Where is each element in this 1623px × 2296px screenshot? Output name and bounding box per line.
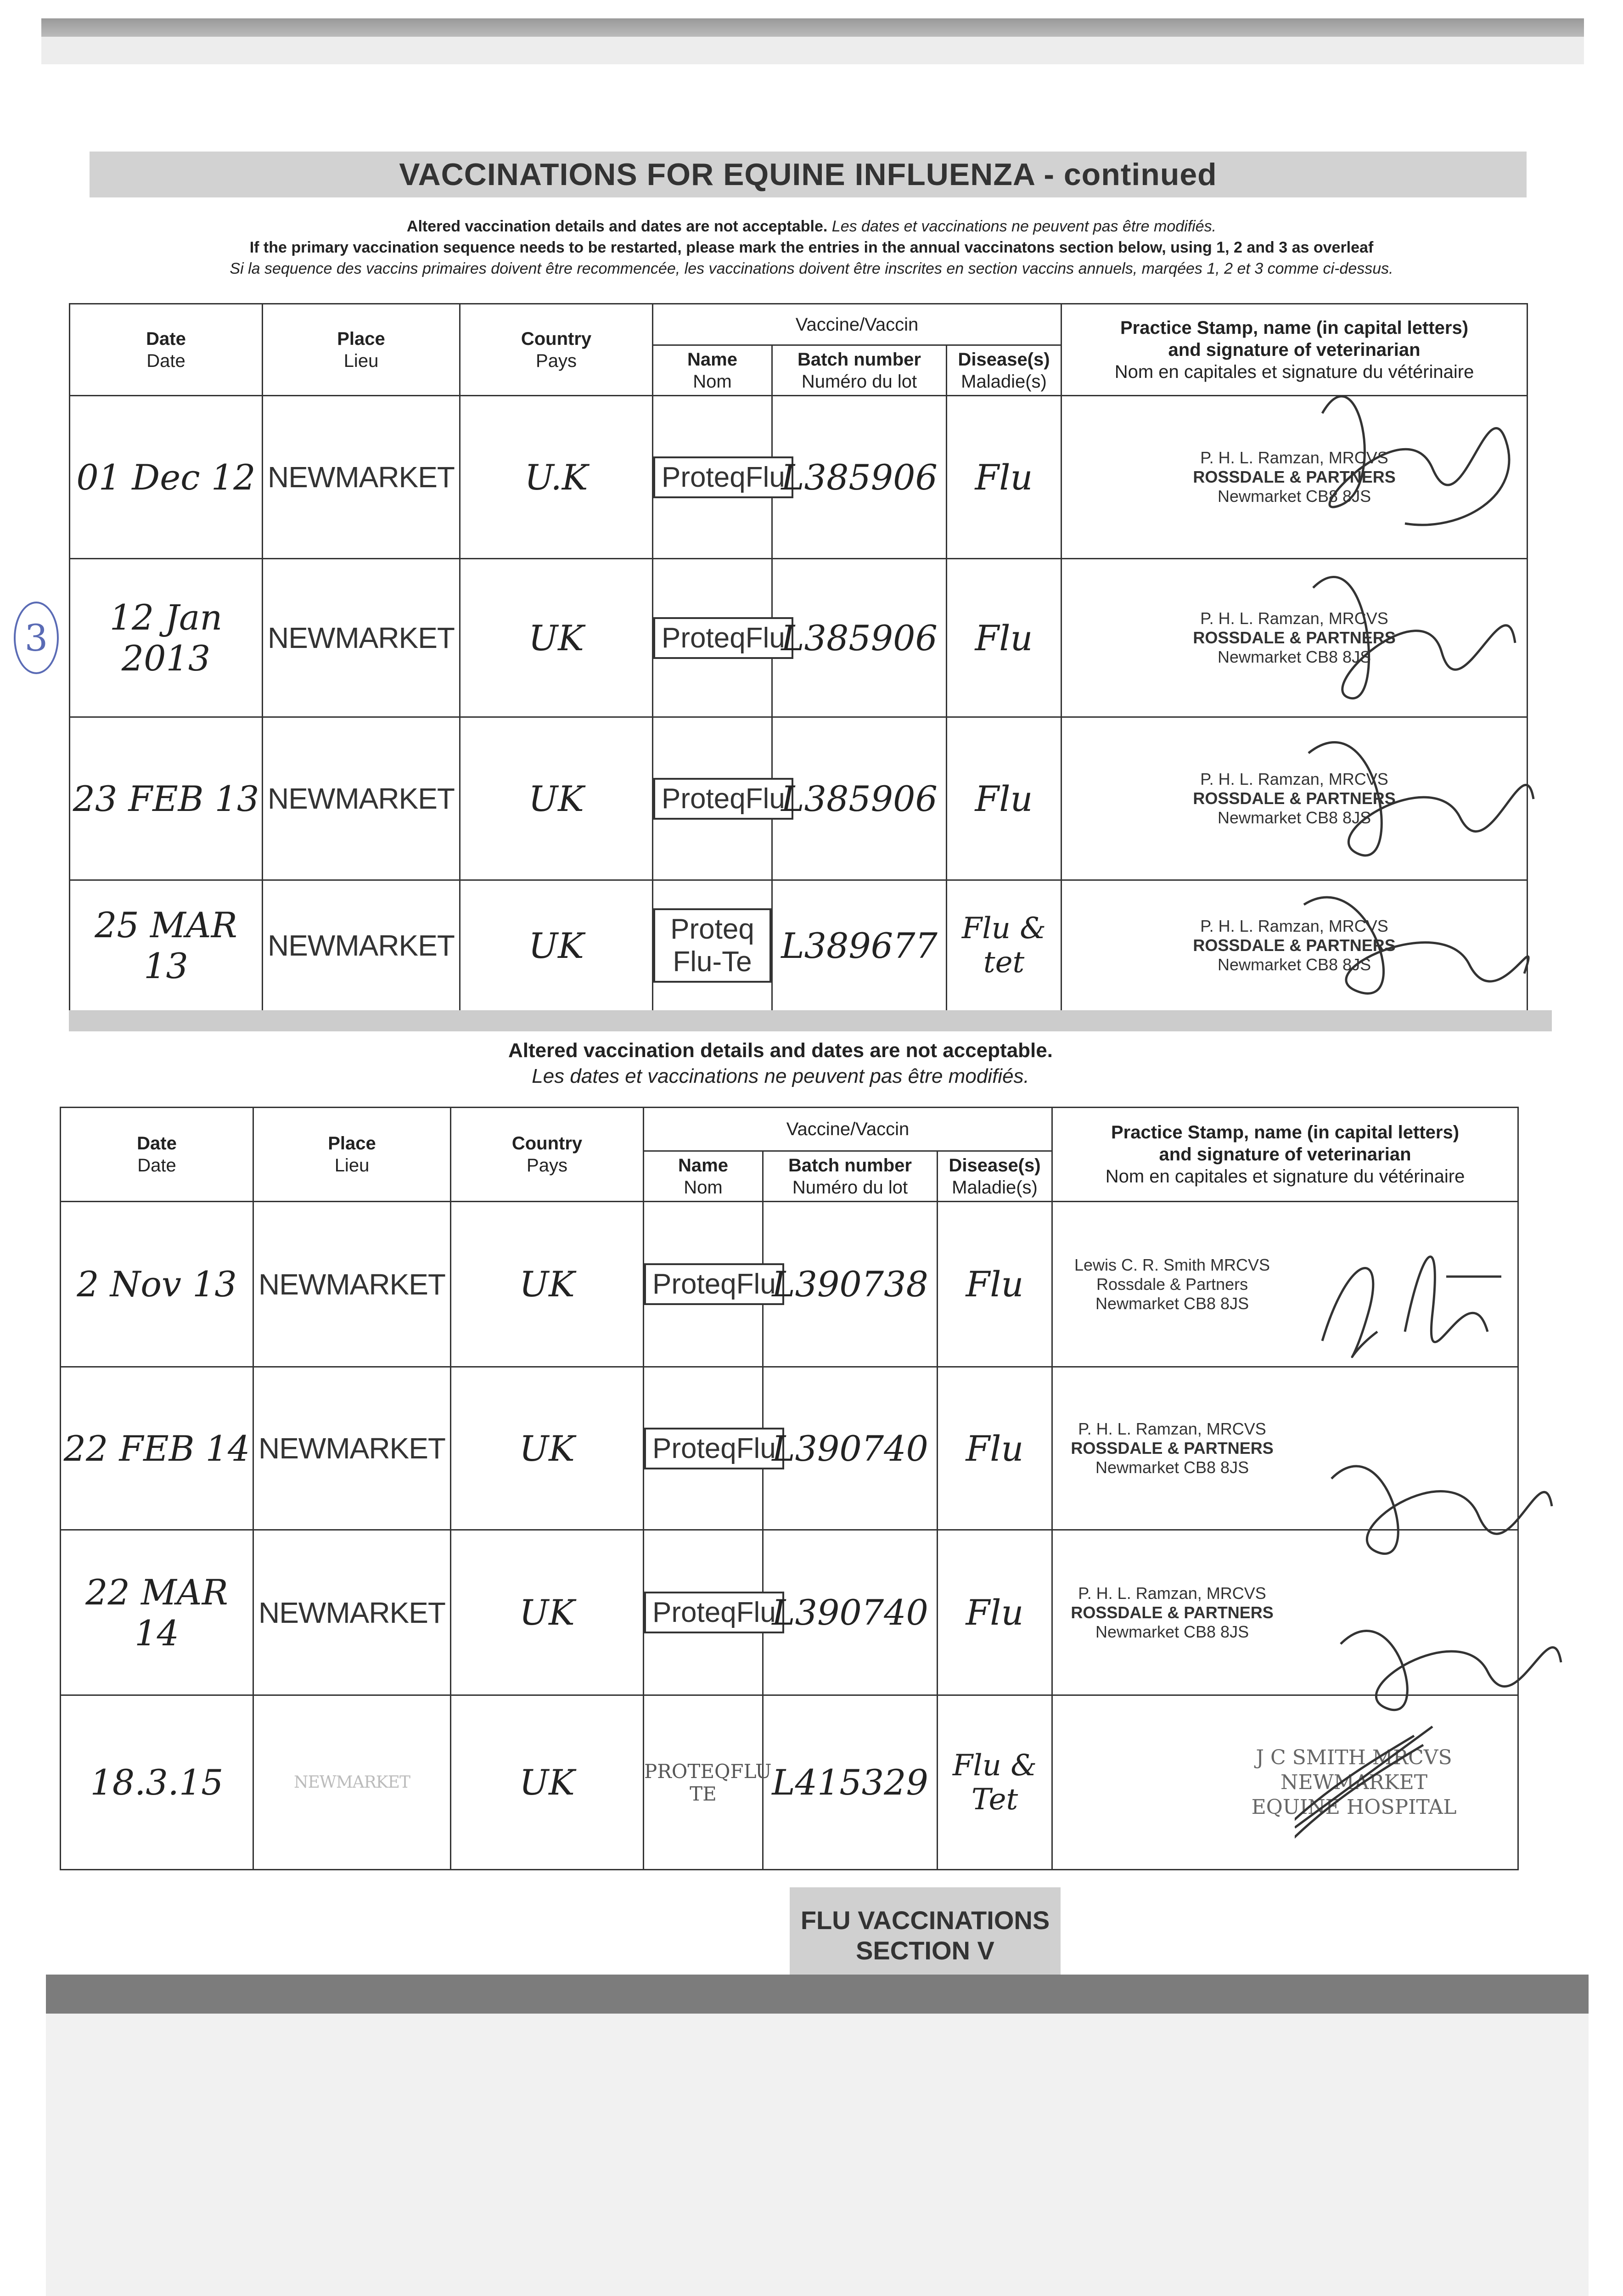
place-cell: NEWMARKET <box>263 717 460 880</box>
name-cell <box>653 717 785 880</box>
practice-cell <box>1052 1367 1518 1530</box>
name-cell <box>653 880 772 1011</box>
disease-cell: Flu <box>938 1202 1052 1367</box>
name-cell <box>644 1367 776 1530</box>
header-name: Name Nom <box>653 345 772 396</box>
practice-cell <box>1061 559 1528 717</box>
note-line2-en: If the primary vaccination sequence needs to be restarted, please mark the entries in the annual vaccinatons section below, using 1, 2 and 3 as overleaf <box>249 239 1374 256</box>
place-cell: NEWMARKET <box>253 1695 451 1870</box>
date-cell: 18.3.15 <box>61 1695 253 1870</box>
date-cell: 22 MAR 14 <box>61 1530 253 1695</box>
name-cell <box>653 396 785 559</box>
disease-cell: Flu <box>938 1367 1052 1530</box>
practice-cell <box>1052 1695 1518 1870</box>
batch-cell: L415329 <box>763 1695 938 1870</box>
disease-cell: Flu <box>947 559 1061 717</box>
product-stamp: ProteqFlu <box>644 1592 784 1633</box>
name-cell: PROTEQFLU TE <box>644 1695 763 1870</box>
disease-cell: Flu & Tet <box>938 1695 1052 1870</box>
name-cell <box>644 1530 776 1695</box>
top-scan-bar <box>41 18 1584 37</box>
note-line1-en: Altered vaccination details and dates are not acceptable. <box>406 218 828 235</box>
batch-cell: L385906 <box>772 559 947 717</box>
product-stamp: ProteqFlu <box>653 778 793 820</box>
page-title: VACCINATIONS FOR EQUINE INFLUENZA - continued <box>399 157 1217 192</box>
country-cell: U.K <box>460 396 653 559</box>
vet-stamp: P. H. L. Ramzan, MRCVS ROSSDALE & PARTNERS Newmarket CB8 8JS <box>1071 1583 1274 1641</box>
name-cell <box>644 1202 776 1367</box>
vet-stamp: P. H. L. Ramzan, MRCVS ROSSDALE & PARTNERS Newmarket CB8 8JS <box>1193 917 1396 974</box>
product-stamp: ProteqFlu <box>644 1428 784 1469</box>
note-line3-fr: Si la sequence des vaccins primaires doivent être recommencée, les vaccinations doivent être inscrites en section vaccins annuels, marqées 1, 2 et 3 comme ci-dessus. <box>230 260 1393 277</box>
disease-cell: Flu & tet <box>947 880 1061 1011</box>
place-cell: NEWMARKET <box>263 559 460 717</box>
country-cell: UK <box>460 880 653 1011</box>
header-disease: Disease(s) Maladie(s) <box>947 345 1061 396</box>
table-row <box>61 1202 1518 1367</box>
header-date: Date Date <box>61 1108 253 1202</box>
vet-stamp: Lewis C. R. Smith MRCVS Rossdale & Partners Newmarket CB8 8JS <box>1074 1255 1270 1313</box>
batch-cell: L385906 <box>772 717 947 880</box>
header-place: Place Lieu <box>253 1108 451 1202</box>
note-line1-fr: Les dates et vaccinations ne peuvent pas être modifiés. <box>831 218 1217 235</box>
header-place: Place Lieu <box>263 304 460 396</box>
vet-stamp: P. H. L. Ramzan, MRCVS ROSSDALE & PARTNERS Newmarket CB8 8JS <box>1193 770 1396 827</box>
vaccination-table-1 <box>69 303 1528 1012</box>
section-line2: SECTION V <box>856 1936 994 1965</box>
product-stamp: Proteq Flu-Te <box>653 908 771 983</box>
date-cell: 25 MAR 13 <box>70 880 263 1011</box>
date-cell: 01 Dec 12 <box>70 396 263 559</box>
bottom-scan-band <box>46 1975 1589 2014</box>
country-cell: UK <box>460 717 653 880</box>
name-cell <box>653 559 785 717</box>
table-row <box>70 396 1528 559</box>
country-cell: UK <box>451 1695 644 1870</box>
place-cell: NEWMARKET <box>253 1530 451 1695</box>
disease-cell: Flu <box>947 396 1061 559</box>
place-cell: NEWMARKET <box>263 396 460 559</box>
batch-cell: L390740 <box>763 1367 938 1530</box>
header-disease: Disease(s) Maladie(s) <box>938 1151 1052 1202</box>
top-scan-shadow <box>41 37 1584 64</box>
country-cell: UK <box>451 1530 644 1695</box>
country-cell: UK <box>460 559 653 717</box>
note2-line1-en: Altered vaccination details and dates are not acceptable. <box>508 1039 1053 1062</box>
table-row <box>61 1695 1518 1870</box>
practice-cell <box>1061 880 1528 1011</box>
margin-mark: 3 <box>14 602 59 674</box>
batch-cell: L390740 <box>763 1530 938 1695</box>
batch-cell: L390738 <box>763 1202 938 1367</box>
table-row <box>61 1367 1518 1530</box>
practice-cell <box>1052 1202 1518 1367</box>
practice-cell <box>1061 717 1528 880</box>
table-row <box>70 717 1528 880</box>
batch-cell: L389677 <box>772 880 947 1011</box>
vaccination-table-2 <box>60 1107 1519 1870</box>
notes <box>46 216 1577 279</box>
section-line1: FLU VACCINATIONS <box>800 1906 1050 1935</box>
notes-2 <box>367 1038 1194 1089</box>
title-band <box>90 152 1527 197</box>
vet-stamp: J C SMITH MRCVS NEWMARKET EQUINE HOSPITAL <box>1251 1745 1457 1819</box>
note2-line1-fr: Les dates et vaccinations ne peuvent pas être modifiés. <box>532 1065 1029 1087</box>
header-vaccine: Vaccine/Vaccin <box>653 304 1061 345</box>
header-country: Country Pays <box>460 304 653 396</box>
header-vaccine: Vaccine/Vaccin <box>644 1108 1052 1151</box>
header-practice: Practice Stamp, name (in capital letters) and signature of veterinarian Nom en capitales et signature du vétérinaire <box>1061 304 1528 396</box>
header-country: Country Pays <box>451 1108 644 1202</box>
header-batch: Batch number Numéro du lot <box>763 1151 938 1202</box>
date-cell: 22 FEB 14 <box>61 1367 253 1530</box>
product-stamp: ProteqFlu <box>653 617 793 659</box>
practice-cell <box>1061 396 1528 559</box>
practice-cell <box>1052 1530 1518 1695</box>
header-date: Date Date <box>70 304 263 396</box>
country-cell: UK <box>451 1367 644 1530</box>
vet-stamp: P. H. L. Ramzan, MRCVS ROSSDALE & PARTNERS Newmarket CB8 8JS <box>1193 448 1396 506</box>
place-cell: NEWMARKET <box>263 880 460 1011</box>
vet-stamp: P. H. L. Ramzan, MRCVS ROSSDALE & PARTNERS Newmarket CB8 8JS <box>1071 1419 1274 1477</box>
place-cell: NEWMARKET <box>253 1202 451 1367</box>
table-row <box>70 880 1528 1011</box>
bottom-scan-area <box>46 2014 1589 2296</box>
table-row <box>70 559 1528 717</box>
overlay-band <box>69 1010 1552 1031</box>
product-stamp: ProteqFlu <box>653 456 793 498</box>
disease-cell: Flu <box>947 717 1061 880</box>
batch-cell: L385906 <box>772 396 947 559</box>
date-cell: 2 Nov 13 <box>61 1202 253 1367</box>
product-stamp: ProteqFlu <box>644 1263 784 1305</box>
table-row <box>61 1530 1518 1695</box>
date-cell: 23 FEB 13 <box>70 717 263 880</box>
vet-stamp: P. H. L. Ramzan, MRCVS ROSSDALE & PARTNERS Newmarket CB8 8JS <box>1193 609 1396 666</box>
header-batch: Batch number Numéro du lot <box>772 345 947 396</box>
header-practice: Practice Stamp, name (in capital letters) and signature of veterinarian Nom en capitales et signature du vétérinaire <box>1052 1108 1518 1202</box>
country-cell: UK <box>451 1202 644 1367</box>
section-label <box>790 1887 1061 1984</box>
header-name: Name Nom <box>644 1151 763 1202</box>
disease-cell: Flu <box>938 1530 1052 1695</box>
place-cell: NEWMARKET <box>253 1367 451 1530</box>
date-cell: 12 Jan 2013 <box>70 559 263 717</box>
